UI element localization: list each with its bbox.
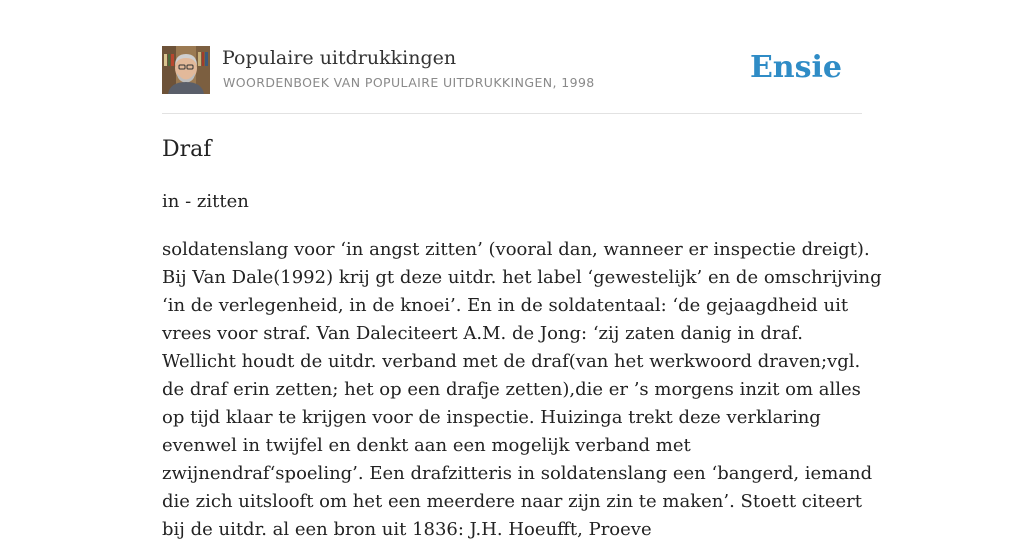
entry-body: soldatenslang voor ‘in angst zitten’ (vooral dan, wanneer er inspectie dreigt). Bij Van Dale(1992) krij gt deze uitdr. het label ‘gewestelijk’ en de omschrijving ‘in de verlegenheid, in de knoei’. En in de soldatentaal: ‘de gejaagdheid uit vrees voor straf. Van Daleciteert A.M. de Jong: ‘zij zaten danig in draf. Wellicht houdt de uitdr. verband met de draf(van het werkwoord draven;vgl. de draf erin zetten; het op een drafje zetten),die er ’s morgens inzit om alles op tijd klaar te krijgen voor de inspectie. Huizinga trekt deze verklaring evenwel in twijfel en denkt aan een mogelijk verband met zwijnendraf‘spoeling’. Een drafzitteris in soldatenslang een ‘bangerd, iemand die zich uitslooft om het een meerdere naar zijn zin te maken’. Stoett citeert bij de uitdr. al een bron uit 1836: J.H. Hoeufft, Proeve: [162, 239, 882, 540]
entry-subtitle: in - zitten: [162, 191, 249, 212]
header-divider: [162, 113, 862, 114]
source-header: [162, 46, 862, 96]
source-subtitle: WOORDENBOEK VAN POPULAIRE UITDRUKKINGEN, 1998: [223, 75, 595, 90]
entry-title: Draf: [162, 137, 212, 162]
brand-logo[interactable]: Ensie: [749, 50, 842, 85]
source-title[interactable]: Populaire uitdrukkingen: [222, 47, 457, 69]
author-portrait-icon[interactable]: [162, 46, 210, 94]
